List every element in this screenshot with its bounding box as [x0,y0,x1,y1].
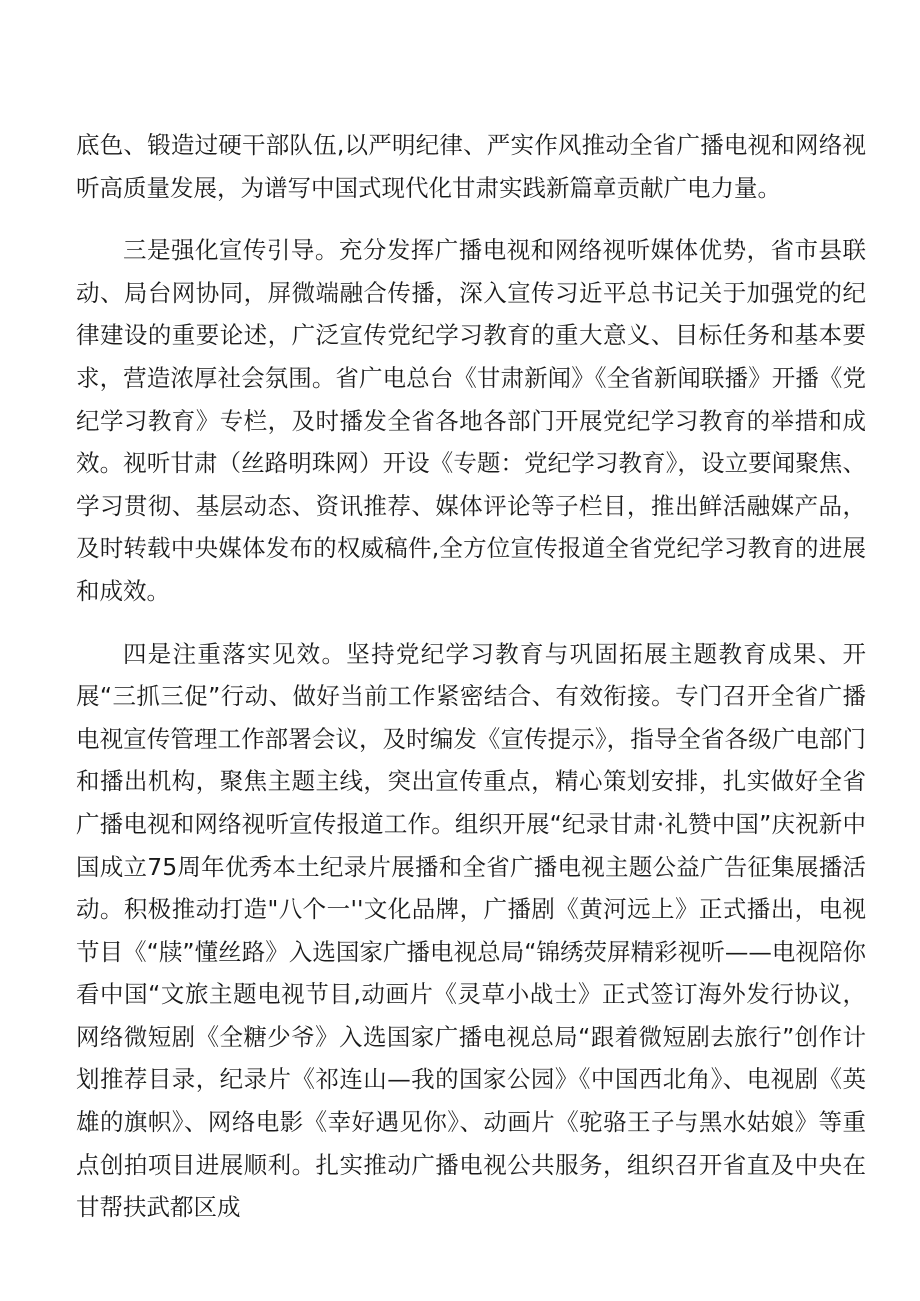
paragraph-implementation-results: 四是注重落实见效。坚持党纪学习教育与巩固拓展主题教育成果、开展“三抓三促”行动、做好当前工作紧密结合、有效衔接。专门召开全省广播电视宣传管理工作部署会议，及时编发《宣传提示》，指导全省各级广电部门和播出机构，聚焦主题主线，突出宣传重点，精心策划安排，扎实做好全省广播电视和网络视听宣传报道工作。组织开展“纪录甘肃·礼赞中国”庆祝新中国成立75周年优秀本土纪录片展播和全省广播电视主题公益广告征集展播活动。积极推动打造"八个一''文化品牌，广播剧《黄河远上》正式播出，电视节目《“牍”懂丝路》入选国家广播电视总局“锦绣荧屏精彩视听——电视陪你看中国“文旅主题电视节目,动画片《灵草小战士》正式签订海外发行协议，网络微短剧《全糖少爷》入选国家广播电视总局“跟着微短剧去旅行”创作计划推荐目录，纪录片《祁连山—我的国家公园》《中国西北角》、电视剧《英雄的旗帜》、网络电影《幸好遇见你》、动画片《驼骆王子与黑水姑娘》等重点创拍项目进展顺利。扎实推动广播电视公共服务，组织召开省直及中央在甘帮扶武都区成 [76,639,866,1222]
paragraph-publicity-guidance: 三是强化宣传引导。充分发挥广播电视和网络视听媒体优势，省市县联动、局台网协同，屏微端融合传播，深入宣传习近平总书记关于加强党的纪律建设的重要论述，广泛宣传党纪学习教育的重大意义、目标任务和基本要求，营造浓厚社会氛围。省广电总台《甘肃新闻》《全省新闻联播》开播《党纪学习教育》专栏，及时播发全省各地各部门开展党纪学习教育的举措和成效。视听甘肃（丝路明珠网）开设《专题：党纪学习教育》，设立要闻聚焦、学习贯彻、基层动态、资讯推荐、媒体评论等子栏目，推出鲜活融媒产品，及时转载中央媒体发布的权威稿件,全方位宣传报道全省党纪学习教育的进展和成效。 [76,236,866,605]
paragraph-continuation: 底色、锻造过硬干部队伍,以严明纪律、严实作风推动全省广播电视和网络视听高质量发展，为谱写中国式现代化甘肃实践新篇章贡献广电力量。 [76,131,866,202]
document-body [76,124,866,1229]
